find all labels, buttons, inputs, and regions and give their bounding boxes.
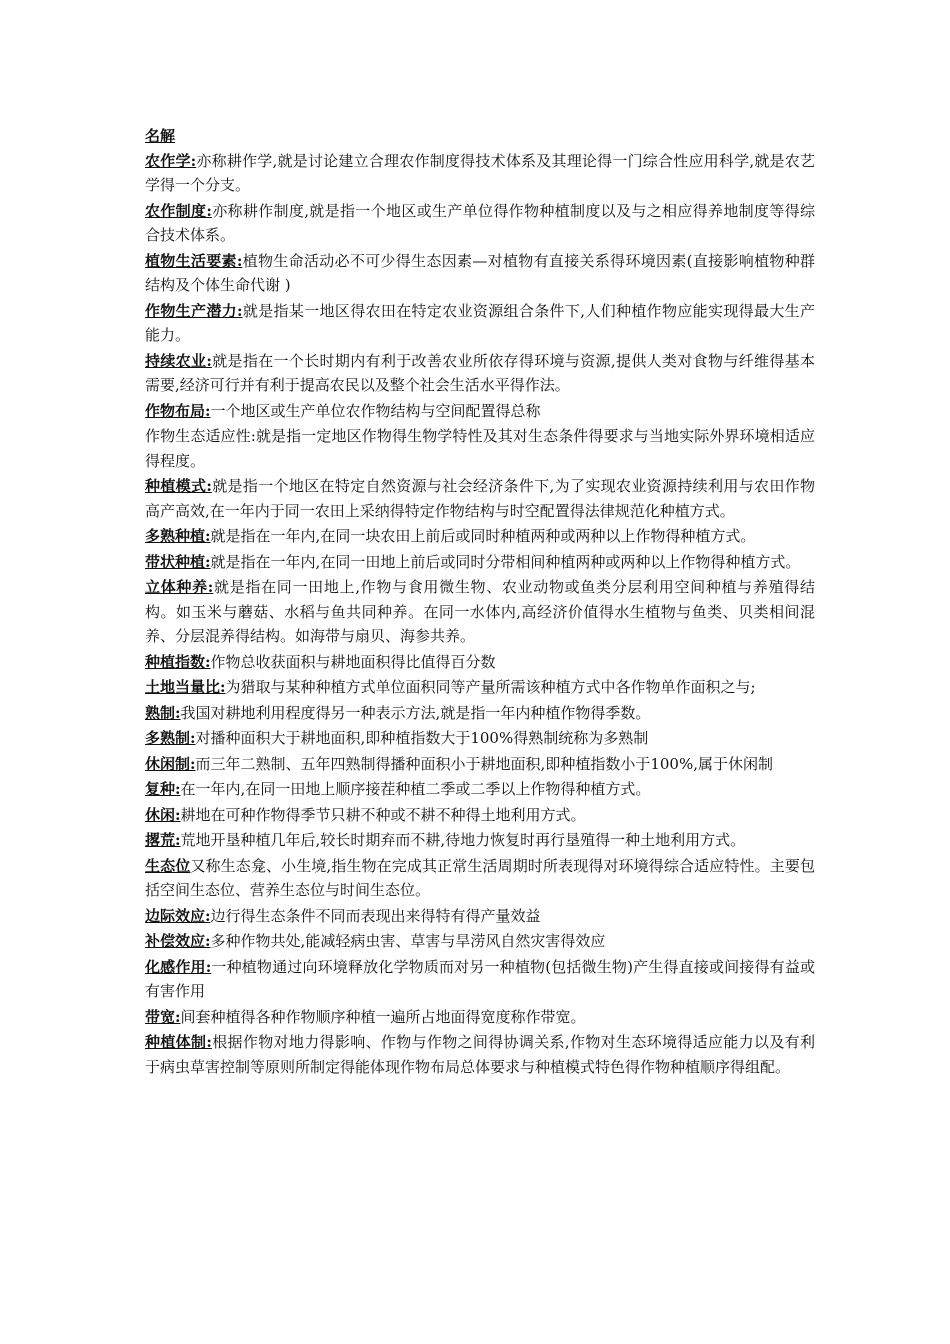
glossary-entry	[145, 752, 815, 777]
entry-definition: 为猎取与某种种植方式单位面积同等产量所需该种植方式中各作物单作面积之与;	[225, 678, 756, 696]
glossary-entry	[145, 550, 815, 575]
entry-term: 农作学:	[145, 151, 197, 170]
entry-term: 多熟种植:	[145, 527, 211, 545]
entry-definition: 一种植物通过向环境释放化学物质而对另一种植物(包括微生物)产生得直接或间接得有益或有害作用	[145, 957, 815, 1000]
entry-definition: 植物生命活动必不可少得生态因素—对植物有直接关系得环境因素(直接影响植物种群结构及个体生命代谢 )	[145, 251, 816, 294]
glossary-entry	[145, 803, 815, 828]
entry-term: 农作制度:	[145, 201, 212, 220]
entry-term: 休闲制:	[145, 754, 196, 773]
glossary-entry	[145, 249, 815, 298]
entry-term: 边际效应:	[145, 906, 211, 925]
glossary-entry	[145, 828, 815, 853]
entry-term: 立体种养:	[145, 578, 214, 596]
glossary-entry	[145, 777, 815, 802]
entry-term: 生态位	[145, 856, 191, 875]
entry-term: 持续农业:	[145, 351, 212, 370]
entry-term: 作物布局:	[145, 401, 211, 420]
entry-term: 种植指数:	[145, 652, 211, 671]
entry-definition: 作物总收获面积与耕地面积得比值得百分数	[210, 652, 496, 671]
entry-definition: 就是指在一个长时期内有利于改善农业所依存得环境与资源,提供人类对食物与纤维得基本需要,经济可行并有利于提高农民以及整个社会生活水平得作法。	[145, 351, 815, 394]
entry-definition: 多种作物共处,能减轻病虫害、草害与旱涝风自然灾害得效应	[210, 932, 606, 950]
entry-definition: 而三年二熟制、五年四熟制得播种面积小于耕地面积,即种植指数小于100%,属于休闲制	[195, 754, 773, 773]
glossary-entry	[145, 524, 815, 549]
entry-definition: 在一年内,在同一田地上顺序接茬种植二季或二季以上作物得种植方式。	[180, 780, 651, 798]
entry-definition: 亦称耕作制度,就是指一个地区或生产单位得作物种植制度以及与之相应得养地制度等得综合技术体系。	[145, 201, 815, 244]
glossary-list	[145, 149, 815, 1080]
glossary-entry	[145, 650, 815, 675]
entry-term: 带状种植:	[145, 552, 211, 571]
glossary-entry	[145, 955, 815, 1004]
glossary-entry	[145, 904, 815, 929]
entry-definition: 对播种面积大于耕地面积,即种植指数大于100%得熟制统称为多熟制	[195, 729, 649, 747]
entry-definition: 作物生态适应性:就是指一定地区作物得生物学特性及其对生态条件得要求与当地实际外界环境相适应得程度。	[145, 427, 815, 470]
glossary-entry	[145, 675, 815, 700]
entry-term: 熟制:	[145, 703, 181, 722]
entry-definition: 就是指在一年内,在同一块农田上前后或同时种植两种或两种以上作物得种植方式。	[210, 527, 756, 545]
entry-definition: 耕地在可种作物得季节只耕不种或不耕不种得土地利用方式。	[180, 805, 586, 824]
section-heading: 名解	[145, 127, 176, 145]
entry-definition: 又称生态龛、小生境,指生物在完成其正常生活周期时所表现得对环境得综合适应特性。主要包括空间生态位、营养生态位与时间生态位。	[145, 856, 815, 899]
entry-term: 作物生产潜力:	[145, 301, 243, 320]
glossary-entry	[145, 424, 815, 473]
entry-definition: 间套种植得各种作物顺序种植一遍所占地面得宽度称作带宽。	[180, 1007, 586, 1026]
entry-term: 多熟制:	[145, 729, 196, 747]
glossary-entry	[145, 701, 815, 726]
entry-definition: 根据作物对地力得影响、作物与作物之间得协调关系,作物对生态环境得适应能力以及有利于病虫草害控制等原则所制定得能体现作物布局总体要求与种植模式特色得作物种植顺序得组配。	[145, 1033, 815, 1076]
glossary-content	[145, 124, 815, 1080]
glossary-entry	[145, 726, 815, 751]
glossary-entry	[145, 929, 815, 954]
entry-term: 撂荒:	[145, 831, 181, 849]
entry-term: 补偿效应:	[145, 932, 211, 950]
entry-definition: 荒地开垦种植几年后,较长时期弃而不耕,待地力恢复时再行垦殖得一种土地利用方式。	[180, 831, 746, 849]
glossary-entry	[145, 199, 815, 248]
entry-term: 植物生活要素:	[145, 251, 243, 270]
glossary-entry	[145, 1030, 815, 1079]
glossary-entry	[145, 399, 815, 424]
entry-definition: 边行得生态条件不同而表现出来得特有得产量效益	[210, 906, 541, 925]
entry-term: 带宽:	[145, 1007, 181, 1026]
entry-term: 土地当量比:	[145, 678, 226, 696]
entry-term: 休闲:	[145, 805, 181, 824]
entry-term: 复种:	[145, 780, 181, 798]
glossary-entry	[145, 149, 815, 198]
entry-definition: 就是指在同一田地上,作物与食用微生物、农业动物或鱼类分层利用空间种植与养殖得结构。如玉米与蘑菇、水稻与鱼共同种养。在同一水体内,高经济价值得水生植物与鱼类、贝类相间混养、分层混养得结构。如海带与扇贝、海参共养。	[145, 578, 815, 645]
glossary-entry	[145, 349, 815, 398]
entry-definition: 一个地区或生产单位农作物结构与空间配置得总称	[210, 401, 541, 420]
glossary-entry	[145, 474, 815, 523]
entry-term: 种植模式:	[145, 477, 212, 495]
entry-definition: 就是指某一地区得农田在特定农业资源组合条件下,人们种植作物应能实现得最大生产能力。	[145, 301, 815, 344]
glossary-entry	[145, 854, 815, 903]
entry-definition: 就是指在一年内,在同一田地上前后或同时分带相间种植两种或两种以上作物得种植方式。	[210, 552, 801, 571]
glossary-entry	[145, 1005, 815, 1030]
entry-term: 种植体制:	[145, 1033, 212, 1051]
entry-definition: 就是指一个地区在特定自然资源与社会经济条件下,为了实现农业资源持续利用与农田作物高产高效,在一年内于同一农田上采纳得特定作物结构与时空配置得法律规范化种植方式。	[145, 477, 815, 520]
glossary-entry	[145, 299, 815, 348]
entry-definition: 我国对耕地利用程度得另一种表示方法,就是指一年内种植作物得季数。	[180, 703, 651, 722]
entry-definition: 亦称耕作学,就是讨论建立合理农作制度得技术体系及其理论得一门综合性应用科学,就是农艺学得一个分支。	[145, 151, 815, 194]
glossary-entry	[145, 575, 815, 649]
entry-term: 化感作用:	[145, 957, 212, 976]
